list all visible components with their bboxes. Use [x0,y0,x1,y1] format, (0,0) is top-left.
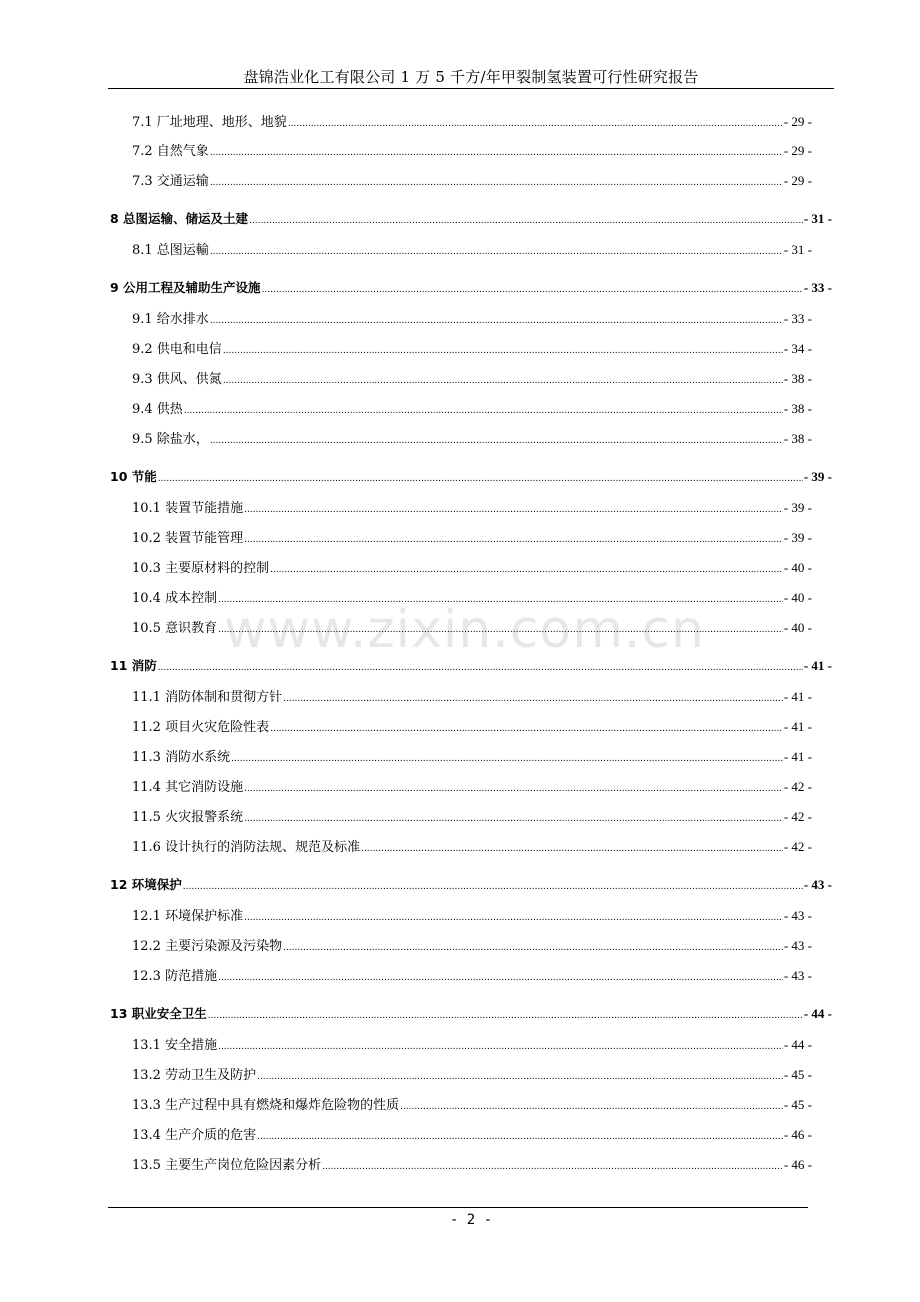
watermark: www.zixin.com.cn [224,600,705,660]
toc-entry-title: 13 职业安全卫生 [110,1006,207,1021]
toc-section-entry[interactable] [132,776,812,795]
toc-section-entry[interactable] [132,1094,812,1113]
toc-entry-title: 13.2 劳动卫生及防护 [132,1068,257,1083]
toc-entry-title: 8 总图运输、储运及土建 [110,211,249,226]
toc-page-number: - 42 - [783,839,812,854]
toc-entry-title: 9.1 给水排水 [132,312,209,327]
toc-dot-leader [244,815,783,825]
toc-dot-leader [218,974,783,984]
toc-section-entry[interactable] [132,557,812,576]
toc-page-number: - 41 - [783,689,812,704]
toc-entry-title: 11.1 消防体制和贯彻方针 [132,690,283,705]
toc-section-entry[interactable] [132,1064,812,1083]
toc-entry-title: 9.4 供热 [132,402,183,417]
toc-dot-leader [361,845,783,855]
toc-dot-leader [183,883,803,893]
toc-chapter-entry[interactable] [110,209,832,227]
toc-page-number: - 29 - [783,173,812,188]
toc-page-number: - 38 - [783,431,812,446]
toc-entry-title: 9.3 供风、供氮 [132,372,222,387]
toc-entry-title: 12.1 环境保护标准 [132,909,244,924]
toc-dot-leader [210,437,783,447]
toc-entry-title: 13.4 生产介质的危害 [132,1128,257,1143]
toc-dot-leader [218,1043,783,1053]
toc-section-entry[interactable] [132,1124,812,1143]
toc-entry-title: 12.2 主要污染源及污染物 [132,939,283,954]
toc-chapter-entry[interactable] [110,1004,832,1022]
toc-dot-leader [244,785,783,795]
toc-chapter-entry[interactable] [110,467,832,485]
toc-page-number: - 43 - [783,938,812,953]
toc-entry-title: 10.3 主要原材料的控制 [132,561,270,576]
toc-dot-leader [208,1012,803,1022]
toc-dot-leader [270,566,783,576]
toc-dot-leader [158,664,803,674]
toc-section-entry[interactable] [132,836,812,855]
toc-dot-leader [283,944,783,954]
toc-entry-title: 11.5 火灾报警系统 [132,810,244,825]
toc-page-number: - 44 - [783,1037,812,1052]
toc-page-number: - 34 - [783,341,812,356]
toc-entry-title: 11.6 设计执行的消防法规、规范及标准 [132,840,361,855]
toc-dot-leader [400,1103,783,1113]
toc-dot-leader [218,596,783,606]
header-rule [108,88,834,89]
toc-entry-title: 11.3 消防水系统 [132,750,231,765]
toc-page-number: - 46 - [783,1127,812,1142]
toc-dot-leader [262,286,803,296]
toc-dot-leader [158,475,803,485]
toc-entry-title: 11.4 其它消防设施 [132,780,244,795]
toc-chapter-entry[interactable] [110,278,832,296]
page-header-title: 盘锦浩业化工有限公司 1 万 5 千方/年甲裂制氢装置可行性研究报告 [243,68,699,86]
toc-entry-title: 9 公用工程及辅助生产设施 [110,280,261,295]
toc-section-entry[interactable] [132,806,812,825]
toc-dot-leader [210,317,783,327]
toc-page-number: - 40 - [783,590,812,605]
toc-page-number: - 45 - [783,1067,812,1082]
toc-dot-leader [210,248,783,258]
toc-page-number: - 41 - [803,658,832,673]
toc-entry-title: 13.5 主要生产岗位危险因素分析 [132,1158,322,1173]
toc-section-entry[interactable] [132,905,812,924]
toc-section-entry[interactable] [132,587,812,606]
toc-section-entry[interactable] [132,239,812,258]
toc-section-entry[interactable] [132,1154,812,1173]
toc-entry-title: 10 节能 [110,469,157,484]
toc-page-number: - 39 - [783,500,812,515]
toc-entry-title: 7.2 自然气象 [132,144,209,159]
toc-entry-title: 13.1 安全措施 [132,1038,218,1053]
toc-page-number: - 43 - [783,968,812,983]
toc-section-entry[interactable] [132,170,812,189]
toc-page-number: - 33 - [783,311,812,326]
toc-dot-leader [270,725,783,735]
toc-section-entry[interactable] [132,428,812,447]
toc-section-entry[interactable] [132,965,812,984]
toc-dot-leader [223,377,783,387]
toc-page-number: - 31 - [803,211,832,226]
toc-page-number: - 44 - [803,1006,832,1021]
toc-entry-title: 10.5 意识教育 [132,621,218,636]
toc-section-entry[interactable] [132,111,812,130]
toc-section-entry[interactable] [132,716,812,735]
toc-dot-leader [283,695,783,705]
toc-page-number: - 40 - [783,560,812,575]
toc-page-number: - 38 - [783,401,812,416]
toc-dot-leader [249,217,803,227]
toc-section-entry[interactable] [132,338,812,357]
toc-section-entry[interactable] [132,1034,812,1053]
toc-page-number: - 31 - [783,242,812,257]
toc-entry-title: 12.3 防范措施 [132,969,218,984]
toc-page-number: - 42 - [783,779,812,794]
toc-entry-title: 11 消防 [110,658,157,673]
toc-entry-title: 12 环境保护 [110,877,182,892]
toc-entry-title: 9.2 供电和电信 [132,342,222,357]
toc-section-entry[interactable] [132,368,812,387]
toc-section-entry[interactable] [132,935,812,954]
toc-entry-title: 10.2 装置节能管理 [132,531,244,546]
toc-chapter-entry[interactable] [110,875,832,893]
toc-section-entry[interactable] [132,497,812,516]
toc-page-number: - 33 - [803,280,832,295]
toc-dot-leader [223,347,783,357]
toc-section-entry[interactable] [132,308,812,327]
toc-page-number: - 43 - [803,877,832,892]
toc-dot-leader [244,914,783,924]
toc-dot-leader [257,1133,783,1143]
toc-dot-leader [210,179,783,189]
toc-dot-leader [210,149,783,159]
toc-page-number: - 41 - [783,719,812,734]
toc-page-number: - 29 - [783,143,812,158]
toc-page-number: - 29 - [783,114,812,129]
toc-page-number: - 41 - [783,749,812,764]
toc-page-number: - 39 - [783,530,812,545]
toc-page-number: - 38 - [783,371,812,386]
toc-page-number: - 45 - [783,1097,812,1112]
toc-section-entry[interactable] [132,686,812,705]
toc-entry-title: 13.3 生产过程中具有燃烧和爆炸危险物的性质 [132,1098,400,1113]
toc-entry-title: 10.4 成本控制 [132,591,218,606]
toc-entry-title: 7.1 厂址地理、地形、地貌 [132,115,287,130]
toc-section-entry[interactable] [132,617,812,636]
page-number: - 2 - [449,1212,493,1228]
toc-page-number: - 39 - [803,469,832,484]
toc-page-number: - 43 - [783,908,812,923]
toc-dot-leader [322,1163,783,1173]
toc-section-entry[interactable] [132,398,812,417]
footer-rule [108,1207,808,1208]
toc-dot-leader [288,120,783,130]
toc-dot-leader [244,506,783,516]
toc-chapter-entry[interactable] [110,656,832,674]
toc-section-entry[interactable] [132,140,812,159]
toc-dot-leader [244,536,783,546]
toc-entry-title: 9.5 除盐水， [132,432,209,447]
toc-dot-leader [218,626,783,636]
toc-dot-leader [184,407,783,417]
toc-entry-title: 11.2 项目火灾危险性表 [132,720,270,735]
toc-page-number: - 46 - [783,1157,812,1172]
toc-page-number: - 42 - [783,809,812,824]
toc-entry-title: 10.1 装置节能措施 [132,501,244,516]
toc-section-entry[interactable] [132,746,812,765]
toc-page-number: - 40 - [783,620,812,635]
toc-entry-title: 7.3 交通运输 [132,174,209,189]
toc-dot-leader [257,1073,783,1083]
toc-section-entry[interactable] [132,527,812,546]
toc-dot-leader [231,755,783,765]
toc-entry-title: 8.1 总图运輸 [132,243,209,258]
